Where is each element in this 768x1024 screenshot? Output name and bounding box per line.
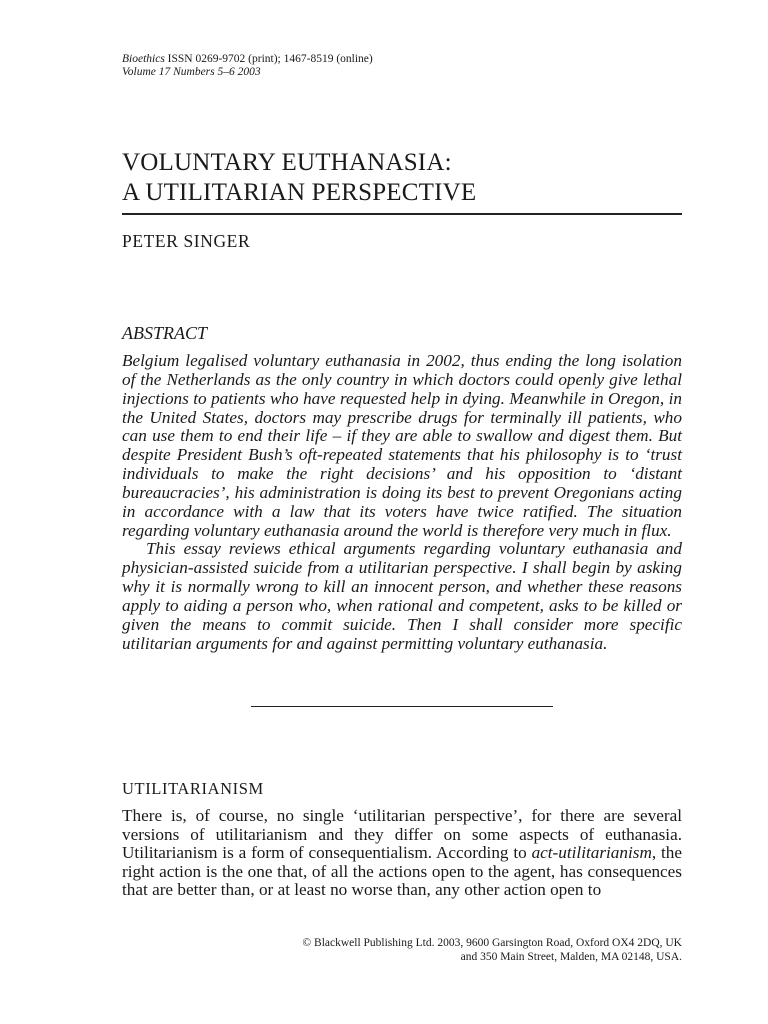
section-text-before-term: There is, of course, no single ‘utilitarian perspective’, for there are several versions of utilitarianism and they differ on some aspects of euthanasia. Utilitarianism is a form of consequentialism. According to [122,807,682,863]
copyright-line-2: and 350 Main Street, Malden, MA 02148, USA. [460,951,682,963]
section-term-act-utilitarianism: act-utilitarianism [531,843,652,863]
abstract-heading: ABSTRACT [122,323,208,343]
journal-name: Bioethics [122,53,165,65]
copyright-footer [302,936,682,964]
journal-issn-line [122,53,373,66]
section-heading: UTILITARIANISM [122,779,264,798]
section-paragraph [122,807,682,900]
article-author: PETER SINGER [122,231,251,251]
journal-header [122,53,373,79]
article-title [122,148,476,208]
title-divider [122,213,682,215]
copyright-line-1: © Blackwell Publishing Ltd. 2003, 9600 Garsington Road, Oxford OX4 2DQ, UK [302,937,682,949]
abstract-paragraph-2: This essay reviews ethical arguments regarding voluntary euthanasia and physician-assisted suicide from a utilitarian perspective. I shall begin by asking why it is normally wrong to kill an innocent person, and whether these reasons apply to aiding a person who, when rational and competent, asks to be killed or given the means to commit suicide. Then I shall consider more specific utilitarian arguments for and against permitting voluntary euthanasia. [122,539,682,653]
journal-issn: ISSN 0269-9702 (print); 1467-8519 (online) [167,53,373,65]
abstract-divider [251,706,553,707]
section-body [122,807,682,937]
abstract-paragraph-1: Belgium legalised voluntary euthanasia in 2002, thus ending the long isolation of the Netherlands as the only country in which doctors could openly give lethal injections to patients who have requested help in dying. Meanwhile in Oregon, in the United States, doctors may prescribe drugs for terminally ill patients, who can use them to end their life – if they are able to swallow and digest them. But despite President Bush’s oft-repeated statements that his philosophy is to ‘trust individuals to make the right decisions’ and his opposition to ‘distant bureaucracies’, his administration is doing its best to prevent Oregonians acting in accordance with a law that its voters have twice ratified. The situation regarding voluntary euthanasia around the world is therefore very much in flux. [122,351,682,540]
article-title-line-1: VOLUNTARY EUTHANASIA: [122,149,452,176]
section-text-after-term: , the right action is the one that, of all the actions open to the agent, has consequences that are better than, or at least no worse than, any other action open to [122,843,682,900]
journal-volume: Volume 17 Numbers 5–6 2003 [122,66,261,78]
article-title-line-2: A UTILITARIAN PERSPECTIVE [122,179,477,206]
abstract-body [122,352,682,654]
